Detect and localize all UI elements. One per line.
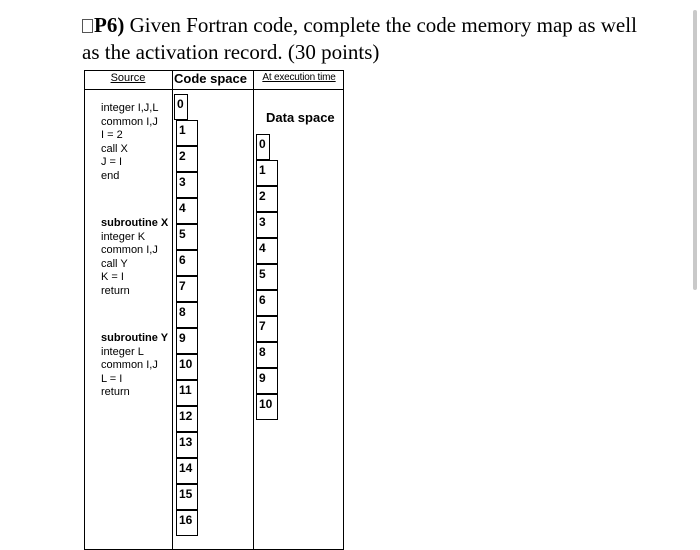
header-divider [84, 89, 344, 90]
source-line: J = I [101, 156, 123, 169]
subroutine-header: subroutine Y [101, 332, 169, 344]
code-cell: 2 [176, 146, 198, 172]
source-line: return [101, 386, 130, 399]
question-heading [82, 12, 642, 66]
source-line: integer I,J,L [101, 102, 159, 114]
data-cell: 8 [256, 342, 278, 368]
source-line: end [101, 169, 120, 182]
code-cell: 13 [176, 432, 198, 458]
code-cell: 16 [176, 510, 198, 536]
source-line: common I,J [101, 359, 158, 372]
code-cell: 3 [176, 172, 198, 198]
code-cell: 14 [176, 458, 198, 484]
subroutine-y-source [101, 332, 168, 400]
code-cell: 15 [176, 484, 198, 510]
source-line: call X [101, 142, 128, 155]
main-program-source [101, 102, 158, 184]
code-cell: 11 [176, 380, 198, 406]
source-line: integer L [101, 345, 144, 358]
question-text: Given Fortran code, complete the code memory map as well as the activation record. (30 points) [82, 13, 637, 64]
source-line: I = 2 [101, 129, 123, 142]
code-cell: 10 [176, 354, 198, 380]
data-cell: 9 [256, 368, 278, 394]
scrollbar-thumb[interactable] [693, 10, 697, 290]
subroutine-header: subroutine X [101, 217, 169, 229]
code-cell: 7 [176, 276, 198, 302]
data-cell: 6 [256, 290, 278, 316]
source-line: return [101, 284, 130, 297]
source-line: integer K [101, 230, 146, 243]
code-space-header: Code space [174, 71, 247, 86]
column-divider [253, 70, 254, 550]
subroutine-x-source [101, 217, 168, 299]
code-cell: 1 [176, 120, 198, 146]
source-line: L = I [101, 372, 123, 385]
code-cell: 4 [176, 198, 198, 224]
code-cell: 0 [174, 94, 188, 120]
question-label: P6) [94, 13, 125, 37]
source-line: K = I [101, 271, 124, 284]
data-cell: 10 [256, 394, 278, 420]
code-cell: 9 [176, 328, 198, 354]
code-cell: 8 [176, 302, 198, 328]
data-cell: 0 [256, 134, 270, 160]
source-line: common I,J [101, 115, 158, 128]
data-cell: 5 [256, 264, 278, 290]
data-cell: 7 [256, 316, 278, 342]
code-cell: 12 [176, 406, 198, 432]
source-line: common I,J [101, 244, 158, 257]
execution-time-header: At execution time [262, 72, 336, 83]
code-cell: 5 [176, 224, 198, 250]
checkbox-glyph-icon [82, 19, 93, 33]
source-header: Source [110, 72, 146, 84]
data-cell: 1 [256, 160, 278, 186]
source-line: call Y [101, 257, 128, 270]
data-cell: 2 [256, 186, 278, 212]
scrollbar[interactable] [691, 0, 700, 542]
code-cell: 6 [176, 250, 198, 276]
column-divider [172, 70, 173, 550]
data-cell: 4 [256, 238, 278, 264]
data-space-label: Data space [266, 110, 335, 125]
data-cell: 3 [256, 212, 278, 238]
